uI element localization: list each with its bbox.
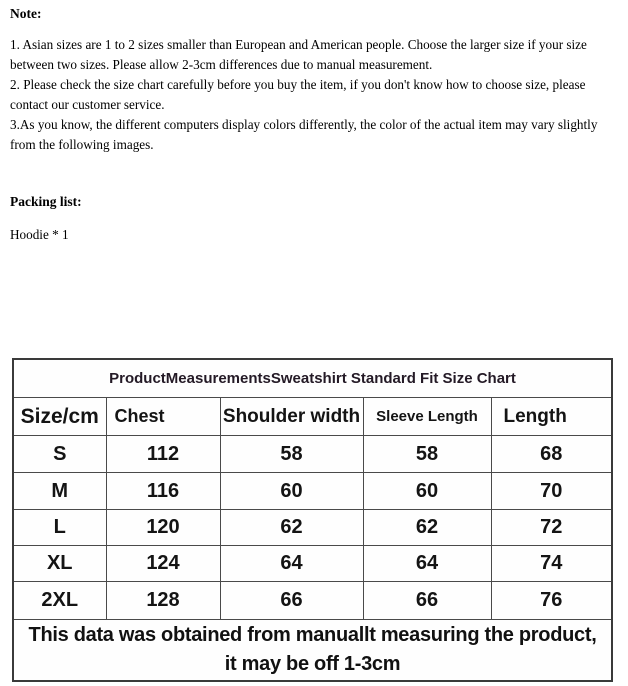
shoulder-cell: 58 bbox=[220, 436, 363, 473]
chest-cell: 112 bbox=[106, 436, 220, 473]
note-heading: Note: bbox=[10, 6, 42, 21]
column-header-sleeve-length: Sleeve Length bbox=[363, 398, 491, 436]
footnote-line-1: This data was obtained from manuallt measuring the product, bbox=[28, 624, 597, 646]
shoulder-cell: 60 bbox=[220, 473, 363, 510]
column-header-shoulder-width: Shoulder width bbox=[220, 398, 363, 436]
footnote-line-2: it may be off 1-3cm bbox=[224, 653, 401, 675]
shoulder-cell: 62 bbox=[220, 510, 363, 546]
note-paragraph-3: 3.As you know, the different computers display colors differently, the color of the actual item may vary slightly from the following images. bbox=[10, 117, 598, 152]
size-chart-title: ProductMeasurementsSweatshirt Standard Fit Size Chart bbox=[13, 359, 612, 398]
note-paragraph-1: 1. Asian sizes are 1 to 2 sizes smaller than European and American people. Choose the larger size if your size between two sizes. Please allow 2-3cm differences due to manual measurement. bbox=[10, 37, 587, 72]
column-header-chest: Chest bbox=[106, 398, 220, 436]
length-cell: 68 bbox=[491, 436, 612, 473]
note-paragraphs bbox=[10, 35, 622, 155]
sleeve-cell: 58 bbox=[363, 436, 491, 473]
table-row-size-l bbox=[13, 510, 612, 546]
size-chart-header-row bbox=[13, 398, 612, 436]
table-row-size-m bbox=[13, 473, 612, 510]
size-chart-footer-row bbox=[13, 620, 612, 682]
sleeve-cell: 62 bbox=[363, 510, 491, 546]
column-header-length: Length bbox=[491, 398, 612, 436]
size-chart-table bbox=[12, 358, 613, 682]
table-row-size-s bbox=[13, 436, 612, 473]
chest-cell: 128 bbox=[106, 582, 220, 620]
length-cell: 72 bbox=[491, 510, 612, 546]
size-cell: S bbox=[13, 436, 106, 473]
size-cell: M bbox=[13, 473, 106, 510]
shoulder-cell: 64 bbox=[220, 546, 363, 582]
column-header-size: Size/cm bbox=[13, 398, 106, 436]
note-paragraph-2: 2. Please check the size chart carefully before you buy the item, if you don't know how to choose size, please contact our customer service. bbox=[10, 77, 586, 112]
chest-cell: 124 bbox=[106, 546, 220, 582]
size-chart-footnote bbox=[13, 620, 612, 682]
size-chart-title-row bbox=[13, 359, 612, 398]
size-cell: 2XL bbox=[13, 582, 106, 620]
chest-cell: 116 bbox=[106, 473, 220, 510]
sleeve-cell: 66 bbox=[363, 582, 491, 620]
sleeve-cell: 64 bbox=[363, 546, 491, 582]
length-cell: 76 bbox=[491, 582, 612, 620]
shoulder-cell: 66 bbox=[220, 582, 363, 620]
packing-list-heading: Packing list: bbox=[10, 194, 82, 209]
chest-cell: 120 bbox=[106, 510, 220, 546]
sleeve-cell: 60 bbox=[363, 473, 491, 510]
table-row-size-xl bbox=[13, 546, 612, 582]
packing-list-item: Hoodie * 1 bbox=[10, 227, 69, 242]
size-cell: XL bbox=[13, 546, 106, 582]
size-cell: L bbox=[13, 510, 106, 546]
length-cell: 74 bbox=[491, 546, 612, 582]
length-cell: 70 bbox=[491, 473, 612, 510]
table-row-size-2xl bbox=[13, 582, 612, 620]
